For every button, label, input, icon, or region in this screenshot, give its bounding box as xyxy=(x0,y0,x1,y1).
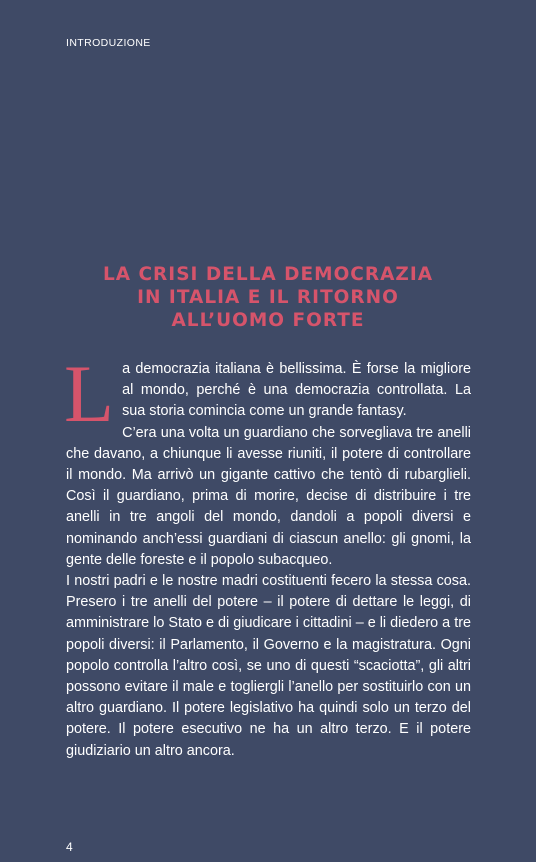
drop-cap: L xyxy=(64,348,115,439)
chapter-title xyxy=(66,263,470,332)
paragraph xyxy=(64,348,471,439)
chapter-title-line: IN ITALIA E IL RITORNO xyxy=(137,287,399,308)
paragraph: C’era una volta un guardiano che sorvegliava tre anelli che davano, a chiunque li avesse riuniti, il potere di controllare il mondo. Ma arrivò un gigante cattivo che tentò di rubarglieli. Così il guardiano, prima di morire, decise di distribuire i tre anelli in tre angoli del mondo, dandoli a popoli diversi e nominando anch’essi guardiani di ciascun anello: gli gnomi, la gente delle foreste e il popolo subacqueo. xyxy=(66,424,471,568)
page-number: 4 xyxy=(66,840,73,854)
running-head: INTRODUZIONE xyxy=(66,37,151,49)
body-text xyxy=(64,348,471,762)
chapter-title-line: ALL’UOMO FORTE xyxy=(171,310,365,331)
paragraph: I nostri padri e le nostre madri costituenti fecero la stessa cosa. Presero i tre anelli del potere – il potere di dettare le leggi, di amministrare lo Stato e di giudicare i cittadini – e li diedero a tre popoli diversi: il Parlamento, il Governo e la magistratura. Ogni popolo controlla l’altro così, se uno di questi “scaciotta”, gli altri possono evitare il male e togliergli l’anello per sostituirlo con un altro guardiano. Il potere legislativo ha quindi solo un terzo del potere. Il potere esecutivo ne ha un altro terzo. E il potere giudiziario un altro ancora. xyxy=(66,573,471,759)
paragraph-text: a democrazia italiana è bellissima. È forse la migliore al mondo, perché è una democrazia controllata. La sua storia comincia come un grande fantasy. xyxy=(122,361,471,420)
chapter-title-line: LA CRISI DELLA DEMOCRAZIA xyxy=(102,264,434,285)
